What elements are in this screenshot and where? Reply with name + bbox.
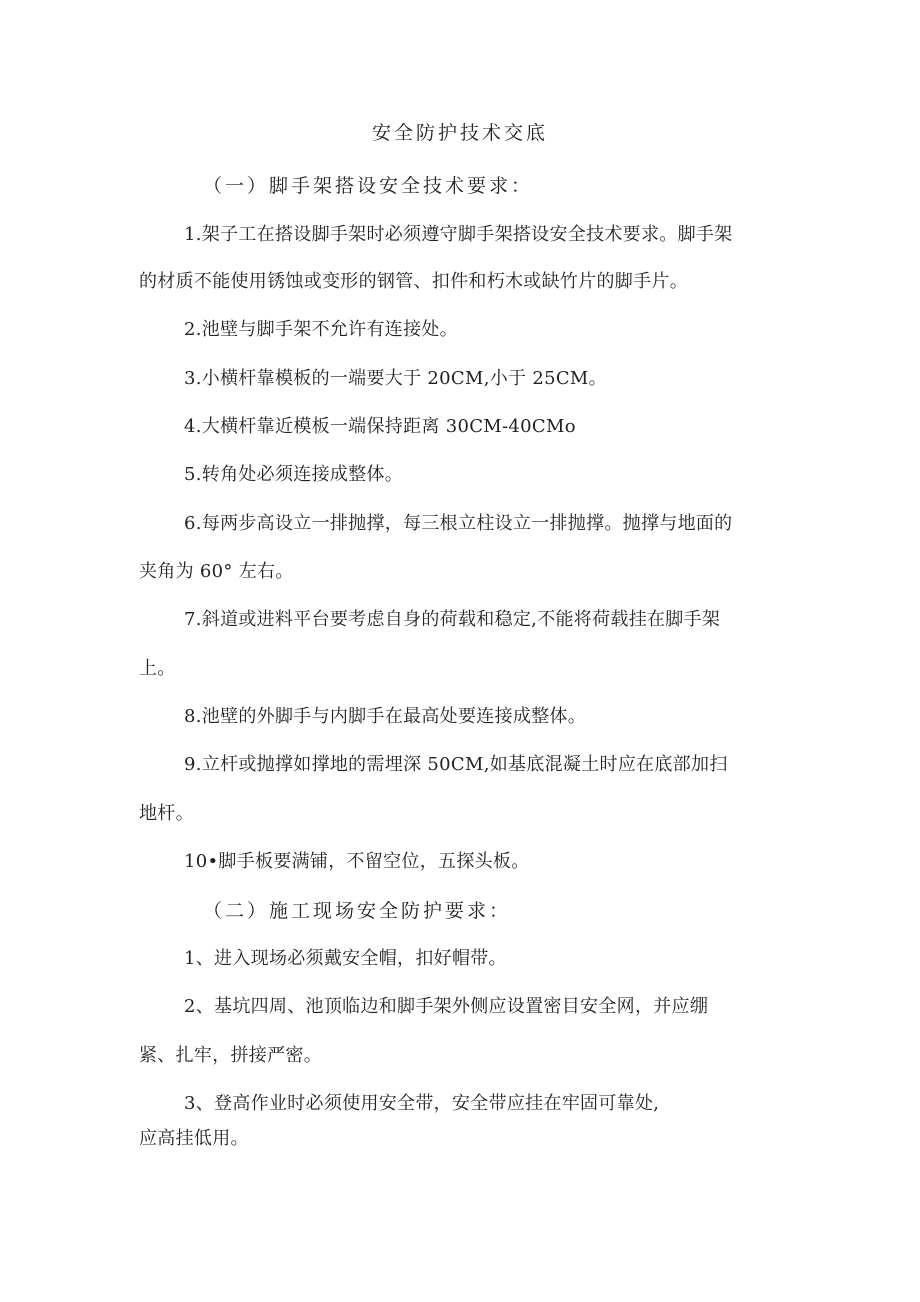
paragraph-item-4: 4.大横杆靠近模板一端保持距离 30CM-40CMo [184, 416, 576, 437]
paragraph-item-5: 5.转角处必须连接成整体。 [184, 464, 404, 485]
paragraph-item-6-line-2: 夹角为 60° 左右。 [139, 561, 294, 582]
paragraph-item-7-line-2: 上。 [139, 658, 176, 679]
paragraph-site-item-1: 1、进入现场必须戴安全帽，扣好帽带。 [184, 948, 507, 969]
paragraph-item-7-line-1: 7.斜道或进料平台要考虑自身的荷载和稳定,不能将荷载挂在脚手架 [184, 609, 721, 630]
paragraph-site-item-2-line-1: 2、基坑四周、池顶临边和脚手架外侧应设置密目安全网，并应绷 [184, 996, 709, 1017]
paragraph-item-6-line-1: 6.每两步高设立一排抛撑，每三根立柱设立一排抛撑。抛撑与地面的 [184, 513, 733, 534]
paragraph-item-2: 2.池壁与脚手架不允许有连接处。 [184, 319, 458, 340]
paragraph-item-8: 8.池壁的外脚手与内脚手在最高处要连接成整体。 [184, 706, 587, 727]
section-heading-scaffolding: （一）脚手架搭设安全技术要求： [203, 175, 534, 197]
paragraph-item-10: 10•脚手板要满铺，不留空位，五探头板。 [184, 851, 530, 872]
paragraph-site-item-2-line-2: 紧、扎牢，拼接严密。 [139, 1045, 322, 1066]
paragraph-site-item-3-line-2: 应高挂低用。 [139, 1128, 249, 1149]
paragraph-item-1-line-1: 1.架子工在搭设脚手架时必须遵守脚手架搭设安全技术要求。脚手架 [184, 224, 733, 245]
section-heading-site-safety: （二）施工现场安全防护要求： [203, 900, 512, 922]
paragraph-item-1-line-2: 的材质不能使用锈蚀或变形的钢管、扣件和朽木或缺竹片的脚手片。 [139, 271, 688, 292]
document-title: 安全防护技术交底 [371, 122, 548, 144]
paragraph-site-item-3-line-1: 3、登高作业时必须使用安全带，安全带应挂在牢固可靠处, [184, 1093, 660, 1114]
paragraph-item-3: 3.小横杆靠模板的一端要大于 20CM,小于 25CM。 [184, 368, 607, 389]
paragraph-item-9-line-2: 地杆。 [139, 803, 194, 824]
paragraph-item-9-line-1: 9.立杆或抛撑如撑地的需埋深 50CM,如基底混凝土时应在底部加扫 [184, 754, 728, 775]
